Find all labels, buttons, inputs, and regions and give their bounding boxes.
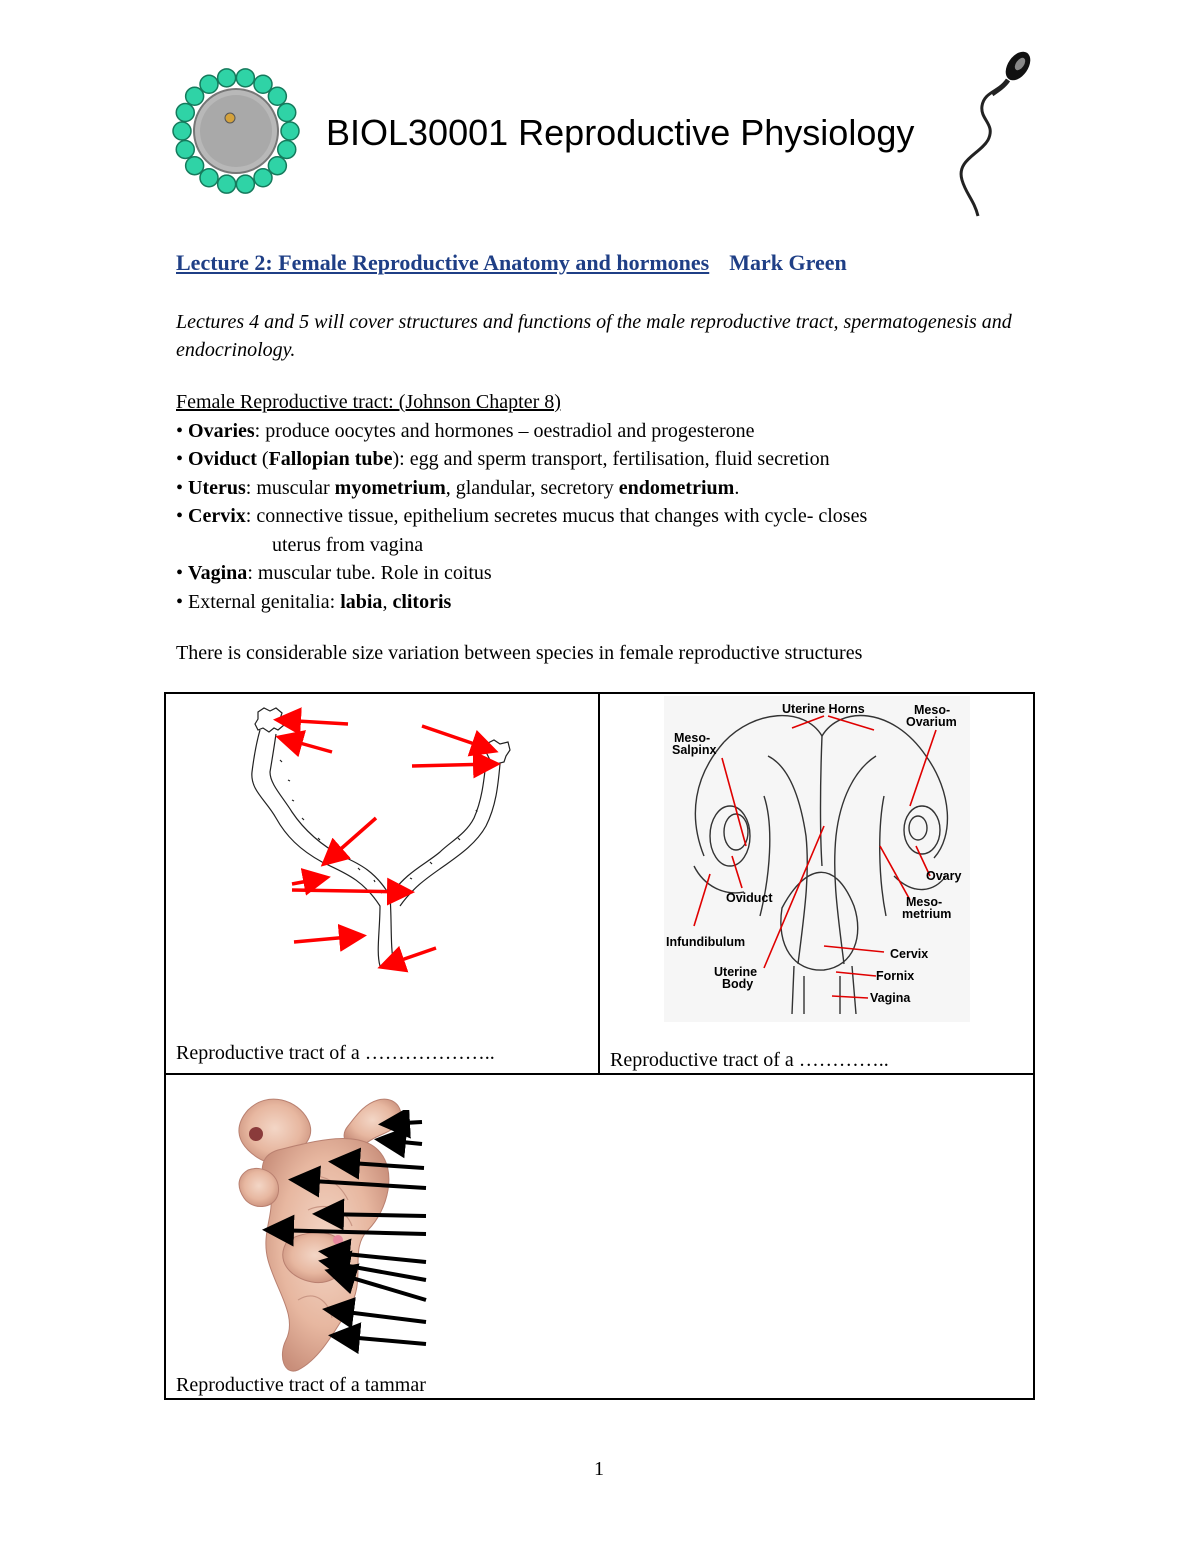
cumulus-cell — [186, 157, 204, 175]
bullet-glyph: • — [176, 505, 189, 527]
tract-heading: Female Reproductive tract: (Johnson Chapter 8) — [176, 391, 561, 413]
item-text: External genitalia: — [188, 590, 341, 613]
cumulus-cell — [268, 157, 286, 175]
tract-item-continuation: uterus from vagina — [272, 533, 424, 556]
bold-term: Ovaries — [188, 419, 255, 442]
tract-list — [176, 417, 1036, 617]
oocyte-with-cumulus-icon — [170, 66, 302, 196]
label-infundibulum: Infundibulum — [666, 935, 746, 949]
figure3-arrows-svg — [260, 1110, 440, 1360]
tract-item — [176, 502, 1036, 531]
bold-term: endometrium — [618, 476, 735, 499]
cumulus-cell — [278, 104, 296, 122]
figure1-caption: Reproductive tract of a ……………….. — [176, 1042, 495, 1064]
table-border-left — [164, 692, 166, 1400]
sperm-graphic — [948, 50, 1034, 220]
label-fornix: Fornix — [876, 969, 915, 983]
tract-item — [176, 474, 1036, 503]
lecture-author: Mark Green — [729, 250, 847, 275]
item-text: , — [382, 590, 393, 613]
cumulus-cell — [176, 104, 194, 122]
label-uterine-body-2: Body — [722, 977, 754, 991]
figure3-caption: Reproductive tract of a tammar — [176, 1374, 426, 1396]
label-meso-salpinx-2: Salpinx — [672, 743, 717, 757]
bold-term: clitoris — [392, 590, 452, 613]
label-oviduct: Oviduct — [726, 891, 773, 905]
figure1-arrows — [230, 700, 530, 980]
table-column-divider — [598, 692, 600, 1075]
item-text: . — [734, 476, 740, 499]
size-variation-note: There is considerable size variation between species in female reproductive structures — [176, 642, 863, 664]
bold-term: Uterus — [188, 476, 246, 499]
cumulus-cell — [236, 175, 254, 193]
cumulus-cell — [186, 87, 204, 105]
label-uterine-body-1: Uterine — [714, 965, 758, 979]
bold-term: Vagina — [188, 562, 248, 584]
label-ovary: Ovary — [926, 869, 962, 883]
cumulus-cell — [218, 69, 236, 87]
bold-term: Fallopian tube — [268, 448, 393, 470]
intro-note: Lectures 4 and 5 will cover structures and functions of the male reproductive tract, spermatogenesis and endocrinology. — [176, 311, 1012, 361]
oocyte-logo-graphic — [170, 66, 302, 196]
cumulus-cell — [278, 140, 296, 158]
bullet-glyph: • — [176, 590, 189, 613]
page-number: 1 — [594, 1458, 604, 1480]
tract-item — [176, 445, 1036, 474]
item-text: : produce oocytes and hormones – oestradiol and progesterone — [254, 419, 755, 442]
course-title: BIOL30001 Reproductive Physiology — [326, 112, 915, 153]
cumulus-cell — [268, 87, 286, 105]
figure2-diagram-svg — [664, 696, 970, 1022]
tract-item — [176, 559, 1036, 588]
cumulus-cell — [200, 75, 218, 93]
item-text: ( — [256, 448, 269, 470]
cumulus-cell — [218, 175, 236, 193]
label-meso-ovarium-2: Ovarium — [906, 715, 957, 729]
item-text: : muscular tube. Role in coitus — [247, 562, 492, 584]
cumulus-cell — [236, 69, 254, 87]
label-cervix: Cervix — [890, 947, 929, 961]
sperm-icon — [948, 50, 1034, 220]
lecture-heading — [176, 250, 847, 276]
figure1-arrows-svg — [230, 700, 530, 980]
figure3-arrows — [260, 1110, 440, 1360]
bullet-glyph: • — [176, 562, 189, 584]
bullet-glyph: • — [176, 476, 189, 499]
bold-term: Cervix — [188, 505, 246, 527]
item-text: : muscular — [245, 476, 335, 499]
item-text: : connective tissue, epithelium secretes mucus that changes with cycle- closes — [245, 505, 868, 527]
label-meso-metrium-2: metrium — [902, 907, 952, 921]
tract-section — [176, 388, 1036, 616]
bullet-glyph: • — [176, 448, 189, 470]
bold-term: myometrium — [334, 476, 446, 499]
label-vagina: Vagina — [870, 991, 911, 1005]
table-border-bottom — [164, 1398, 1035, 1400]
figure2-labelled-diagram — [664, 696, 970, 1022]
cumulus-cell — [254, 75, 272, 93]
cumulus-cell — [281, 122, 299, 140]
label-meso-ovarium-1: Meso- — [914, 703, 951, 717]
bullet-glyph: • — [176, 419, 189, 442]
table-border-right — [1033, 692, 1035, 1400]
cumulus-cell — [176, 140, 194, 158]
label-meso-salpinx-1: Meso- — [674, 731, 711, 745]
cumulus-cell — [254, 169, 272, 187]
lecture-title: Lecture 2: Female Reproductive Anatomy and hormones — [176, 250, 710, 275]
label-meso-metrium-1: Meso- — [906, 895, 943, 909]
figure2-caption: Reproductive tract of a ………….. — [610, 1049, 889, 1071]
tract-item — [176, 417, 1036, 446]
cumulus-cell — [173, 122, 191, 140]
cumulus-cell — [200, 169, 218, 187]
item-text: , glandular, secretory — [445, 476, 619, 499]
item-text: ): egg and sperm transport, fertilisation, fluid secretion — [392, 448, 830, 470]
label-uterine-horns: Uterine Horns — [782, 702, 865, 716]
bold-term: labia — [340, 590, 383, 613]
tract-item — [176, 588, 1036, 617]
bold-term: Oviduct — [188, 448, 257, 470]
